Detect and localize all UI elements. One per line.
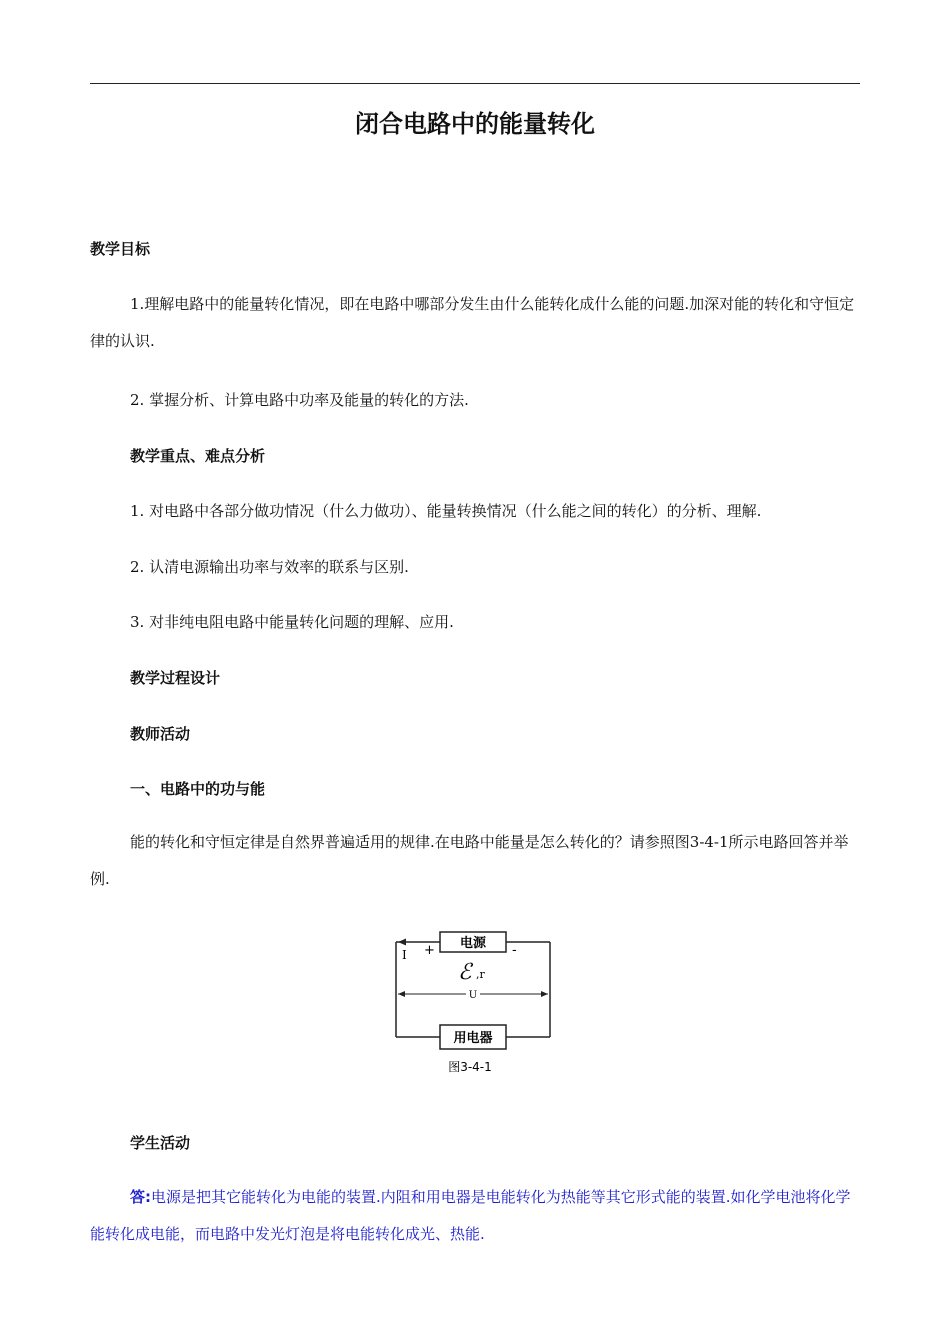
answer-paragraph <box>90 1179 862 1253</box>
header-rule <box>90 83 860 84</box>
voltage-label: U <box>468 990 478 1001</box>
load-label: 用电器 <box>453 1031 493 1046</box>
teacher-heading: 教师活动 <box>130 725 191 743</box>
key-point-2: 2. 认清电源输出功率与效率的联系与区别. <box>130 558 409 576</box>
page-title: 闭合电路中的能量转化 <box>355 110 595 138</box>
goal-2: 2. 掌握分析、计算电路中功率及能量的转化的方法. <box>130 391 469 409</box>
emf-suffix: ,r <box>476 968 485 981</box>
part1-text: 能的转化和守恒定律是自然界普遍适用的规律.在电路中能量是怎么转化的？请参照图3-4-1所示电路回答并举例. <box>90 833 849 888</box>
part1-heading: 一、电路中的功与能 <box>130 780 266 798</box>
student-heading: 学生活动 <box>130 1134 191 1152</box>
figure-caption: 图3-4-1 <box>448 1060 492 1074</box>
key-points-heading: 教学重点、难点分析 <box>130 447 266 465</box>
current-label: I <box>402 948 407 962</box>
answer-text: 电源是把其它能转化为电能的装置.内阻和用电器是电能转化为热能等其它形式能的装置.如化学电池将化学能转化成电能，而电路中发光灯泡是将电能转化成光、热能. <box>90 1188 851 1243</box>
emf-symbol: ℰ <box>458 960 472 985</box>
goal-1: 1.理解电路中的能量转化情况，即在电路中哪部分发生由什么能转化成什么能的问题.加深对能的转化和守恒定律的认识. <box>90 295 855 350</box>
goals-heading: 教学目标 <box>90 240 151 258</box>
source-label: 电源 <box>459 936 487 951</box>
key-point-1: 1. 对电路中各部分做功情况（什么力做功）、能量转换情况（什么能之间的转化）的分析、理解. <box>130 502 762 520</box>
answer-label: 答: <box>130 1188 151 1206</box>
minus-sign: - <box>512 943 517 958</box>
process-heading: 教学过程设计 <box>130 669 221 687</box>
circuit-figure <box>388 925 560 1080</box>
key-point-3: 3. 对非纯电阻电路中能量转化问题的理解、应用. <box>130 613 454 631</box>
plus-sign: + <box>424 943 435 958</box>
